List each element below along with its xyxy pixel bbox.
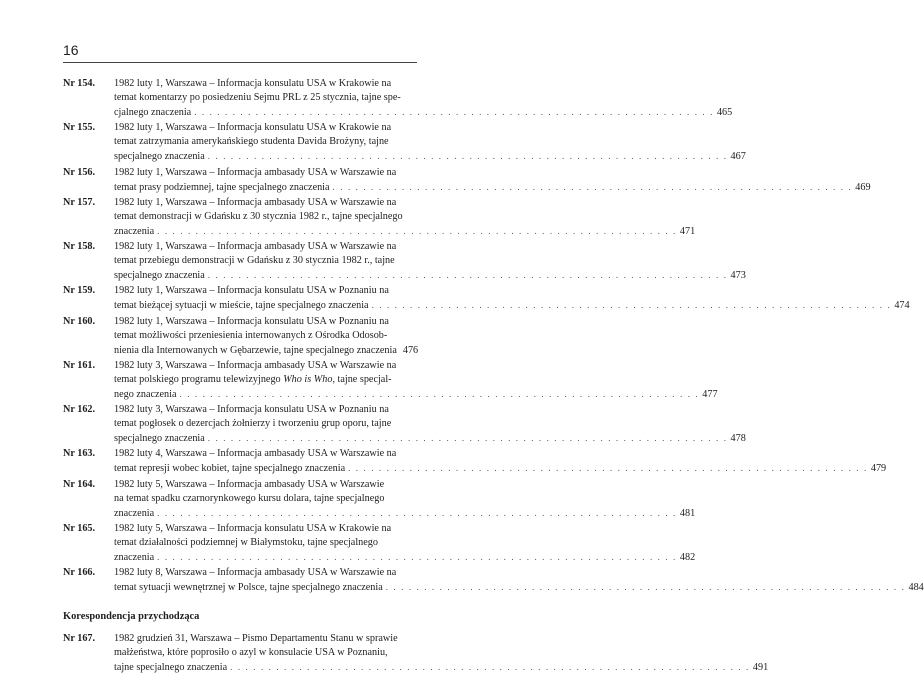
entry-text-after: , tajne specjal-	[332, 373, 392, 385]
entry-text: znaczenia	[114, 507, 155, 519]
entry-line	[114, 632, 418, 646]
entry-text: temat pogłosek o dezercjach żołnierzy i tworzeniu grup oporu, tajne	[114, 418, 392, 430]
entry-text: 1982 luty 1, Warszawa – Informacja konsulatu USA w Poznaniu na	[114, 285, 389, 297]
toc-entry	[63, 632, 769, 675]
dot-leader: . . . . . . . . . . . . . . . . . . . . . . . . . . . . . . . . . . . . . . . . . . . . . . . . . . . . . . . . . . . . . . . . . . . .	[230, 662, 750, 673]
toc-entry	[63, 315, 418, 358]
entry-text: specjalnego znaczenia	[114, 270, 205, 282]
entry-line	[114, 298, 910, 313]
entry-number: Nr 157.	[63, 196, 96, 208]
entry-text: 1982 luty 1, Warszawa – Informacja ambasady USA w Warszawie na	[114, 196, 397, 208]
entry-text: temat prasy podziemnej, tajne specjalnego znaczenia	[114, 181, 330, 193]
entry-text: temat represji wobec kobiet, tajne specjalnego znaczenia	[114, 463, 346, 475]
entry-line	[114, 180, 871, 195]
entry-line	[114, 210, 418, 224]
entry-number: Nr 155.	[63, 122, 96, 134]
incoming-entries-list	[63, 632, 769, 675]
entry-number: Nr 164.	[63, 478, 96, 490]
entry-text: temat demonstracji w Gdańsku z 30 stycznia 1982 r., tajne specjalnego	[114, 210, 403, 222]
toc-entry	[63, 166, 871, 195]
toc-entry	[63, 522, 696, 565]
header-rule	[63, 62, 417, 63]
entry-line	[114, 566, 418, 580]
entry-text: 1982 luty 4, Warszawa – Informacja ambasady USA w Warszawie na	[114, 448, 397, 460]
entry-text: nego znaczenia	[114, 388, 177, 400]
entry-line	[114, 550, 696, 565]
toc-entry	[63, 447, 887, 476]
entry-number: Nr 166.	[63, 567, 96, 579]
entry-line	[114, 461, 887, 476]
entry-text: 1982 luty 5, Warszawa – Informacja konsulatu USA w Krakowie na	[114, 522, 392, 534]
toc-entry	[63, 478, 696, 521]
entry-text: 1982 luty 1, Warszawa – Informacja ambasady USA w Warszawie na	[114, 166, 397, 178]
entry-text: na temat spadku czarnorynkowego kursu dolara, tajne specjalnego	[114, 492, 385, 504]
entry-line	[114, 536, 418, 550]
entry-line	[114, 77, 418, 91]
entry-line	[114, 373, 418, 387]
entry-line	[114, 431, 746, 446]
entry-line	[114, 522, 418, 536]
entry-number: Nr 167.	[63, 633, 96, 645]
dot-leader: . . . . . . . . . . . . . . . . . . . . . . . . . . . . . . . . . . . . . . . . . . . . . . . . . . . . . . . . . . . . . . . . . . . .	[332, 181, 853, 192]
table-of-contents	[63, 77, 924, 677]
entry-line	[114, 121, 418, 135]
entry-line	[114, 478, 418, 492]
entry-text: 1982 luty 3, Warszawa – Informacja ambasady USA w Warszawie na	[114, 359, 397, 371]
dot-leader: . . . . . . . . . . . . . . . . . . . . . . . . . . . . . . . . . . . . . . . . . . . . . . . . . . . . . . . . . . . . . . . . . . . .	[371, 300, 892, 311]
entry-number: Nr 163.	[63, 448, 96, 460]
entry-text: znaczenia	[114, 552, 155, 563]
entry-line	[114, 343, 418, 358]
entry-line	[114, 268, 746, 283]
entry-line	[114, 224, 696, 239]
entry-line	[114, 492, 418, 506]
entry-text: znaczenia	[114, 225, 155, 237]
entry-line	[114, 254, 418, 268]
entry-text: nienia dla Internowanych w Gębarzewie, tajne specjalnego znaczenia	[114, 344, 397, 356]
entry-line	[114, 166, 418, 180]
toc-entry	[63, 566, 924, 595]
entry-line	[114, 196, 418, 210]
toc-entry	[63, 284, 910, 313]
entry-text: temat zatrzymania amerykańskiego studenta Davida Brożyny, tajne	[114, 136, 389, 148]
entry-text: temat sytuacji wewnętrznej w Polsce, tajne specjalnego znaczenia	[114, 582, 383, 594]
entry-number: Nr 154.	[63, 78, 96, 89]
entry-text: 1982 luty 5, Warszawa – Informacja ambasady USA w Warszawie	[114, 478, 385, 490]
entry-number: Nr 162.	[63, 404, 96, 416]
entry-text: tajne specjalnego znaczenia	[114, 662, 228, 674]
dot-leader: . . . . . . . . . . . . . . . . . . . . . . . . . . . . . . . . . . . . . . . . . . . . . . . . . . . . . . . . . . . . . . . . . . . .	[207, 270, 728, 281]
entry-line	[114, 284, 418, 298]
entry-text: temat możliwości przeniesienia internowanych z Ośrodka Odosob-	[114, 329, 388, 341]
entry-page-number: 484	[908, 582, 924, 594]
dot-leader: . . . . . . . . . . . . . . . . . . . . . . . . . . . . . . . . . . . . . . . . . . . . . . . . . . . . . . . . . . . . . . . . . . . .	[385, 582, 906, 593]
entries-list	[63, 77, 924, 595]
entry-page-number: 469	[855, 181, 871, 193]
entry-line	[114, 315, 418, 329]
toc-entry	[63, 77, 733, 120]
entry-line	[114, 447, 418, 461]
entry-line	[114, 91, 418, 105]
entry-line	[114, 149, 746, 164]
entry-number: Nr 165.	[63, 522, 96, 534]
dot-leader: . . . . . . . . . . . . . . . . . . . . . . . . . . . . . . . . . . . . . . . . . . . . . . . . . . . . . . . . . . . . . . . . . . . .	[157, 225, 677, 236]
dot-leader: . . . . . . . . . . . . . . . . . . . . . . . . . . . . . . . . . . . . . . . . . . . . . . . . . . . . . . . . . . . . . . . . . . . .	[207, 151, 728, 162]
entry-text: temat komentarzy po posiedzeniu Sejmu PRL z 25 stycznia, tajne spe-	[114, 92, 401, 104]
entry-page-number: 491	[752, 662, 769, 674]
entry-line	[114, 417, 418, 431]
entry-line	[114, 240, 418, 254]
entry-text: 1982 luty 3, Warszawa – Informacja konsulatu USA w Poznaniu na	[114, 404, 389, 416]
page-number: 16	[63, 42, 79, 58]
entry-text: 1982 luty 1, Warszawa – Informacja konsulatu USA w Poznaniu na	[114, 315, 389, 327]
entry-text: temat bieżącej sytuacji w mieście, tajne specjalnego znaczenia	[114, 300, 369, 312]
entry-number: Nr 158.	[63, 241, 96, 253]
entry-page-number: 477	[702, 388, 718, 400]
entry-text: 1982 grudzień 31, Warszawa – Pismo Departamentu Stanu w sprawie	[114, 633, 398, 645]
entry-text: temat działalności podziemnej w Białymstoku, tajne specjalnego	[114, 536, 378, 548]
entry-line	[114, 387, 718, 402]
toc-entry	[63, 240, 746, 283]
entry-number: Nr 156.	[63, 166, 96, 178]
entry-text: 1982 luty 8, Warszawa – Informacja ambasady USA w Warszawie na	[114, 567, 397, 579]
entry-page-number: 476	[402, 344, 419, 356]
entry-page-number: 465	[716, 107, 733, 119]
entry-page-number: 482	[679, 552, 696, 563]
entry-text: temat przebiegu demonstracji w Gdańsku z 30 stycznia 1982 r., tajne	[114, 255, 395, 267]
entry-number: Nr 159.	[63, 285, 96, 297]
entry-line	[114, 135, 418, 149]
entry-page-number: 473	[730, 270, 746, 282]
toc-entry	[63, 359, 718, 402]
entry-page-number: 479	[870, 463, 887, 475]
entry-italic-title: Who is Who	[283, 373, 333, 385]
entry-line	[114, 359, 418, 373]
dot-leader: . . . . . . . . . . . . . . . . . . . . . . . . . . . . . . . . . . . . . . . . . . . . . . . . . . . . . . . . . . . . . . . . . . . .	[157, 507, 677, 518]
entry-page-number: 471	[679, 225, 696, 237]
entry-line	[114, 403, 418, 417]
entry-text: specjalnego znaczenia	[114, 433, 205, 445]
dot-leader: . . . . . . . . . . . . . . . . . . . . . . . . . . . . . . . . . . . . . . . . . . . . . . . . . . . . . . . . . . . . . . . . . . . .	[179, 388, 700, 399]
toc-entry	[63, 196, 696, 239]
toc-entry	[63, 121, 746, 164]
entry-page-number: 467	[730, 151, 746, 163]
entry-text: 1982 luty 1, Warszawa – Informacja konsulatu USA w Krakowie na	[114, 78, 392, 89]
entry-text: 1982 luty 1, Warszawa – Informacja ambasady USA w Warszawie na	[114, 241, 397, 253]
dot-leader: . . . . . . . . . . . . . . . . . . . . . . . . . . . . . . . . . . . . . . . . . . . . . . . . . . . . . . . . . . . . . . . . . . . .	[348, 463, 868, 474]
toc-entry	[63, 403, 746, 446]
dot-leader: . . . . . . . . . . . . . . . . . . . . . . . . . . . . . . . . . . . . . . . . . . . . . . . . . . . . . . . . . . . . . . . . . . . .	[207, 433, 728, 444]
dot-leader: . . . . . . . . . . . . . . . . . . . . . . . . . . . . . . . . . . . . . . . . . . . . . . . . . . . . . . . . . . . . . . . . . . . .	[194, 107, 714, 118]
entry-text: temat polskiego programu telewizyjnego	[114, 373, 281, 385]
entry-page-number: 478	[730, 433, 746, 445]
section-title: Korespondencja przychodząca	[63, 611, 200, 623]
dot-leader: . . . . . . . . . . . . . . . . . . . . . . . . . . . . . . . . . . . . . . . . . . . . . . . . . . . . . . . . . . . . . . . . . . . .	[157, 552, 677, 562]
entry-line	[114, 580, 924, 595]
entry-line	[114, 329, 418, 343]
entry-text: małżeństwa, które poprosiło o azyl w konsulacie USA w Poznaniu,	[114, 647, 388, 659]
entry-text: specjalnego znaczenia	[114, 151, 205, 163]
entry-line	[114, 105, 733, 120]
entry-line	[114, 506, 696, 521]
entry-page-number: 474	[894, 300, 910, 312]
entry-number: Nr 160.	[63, 315, 96, 327]
entry-line	[114, 660, 769, 675]
entry-text: cjalnego znaczenia	[114, 107, 192, 119]
entry-number: Nr 161.	[63, 359, 96, 371]
entry-line	[114, 646, 418, 660]
entry-page-number: 481	[679, 507, 696, 519]
entry-text-group	[114, 374, 392, 385]
entry-text: 1982 luty 1, Warszawa – Informacja konsulatu USA w Krakowie na	[114, 122, 392, 134]
